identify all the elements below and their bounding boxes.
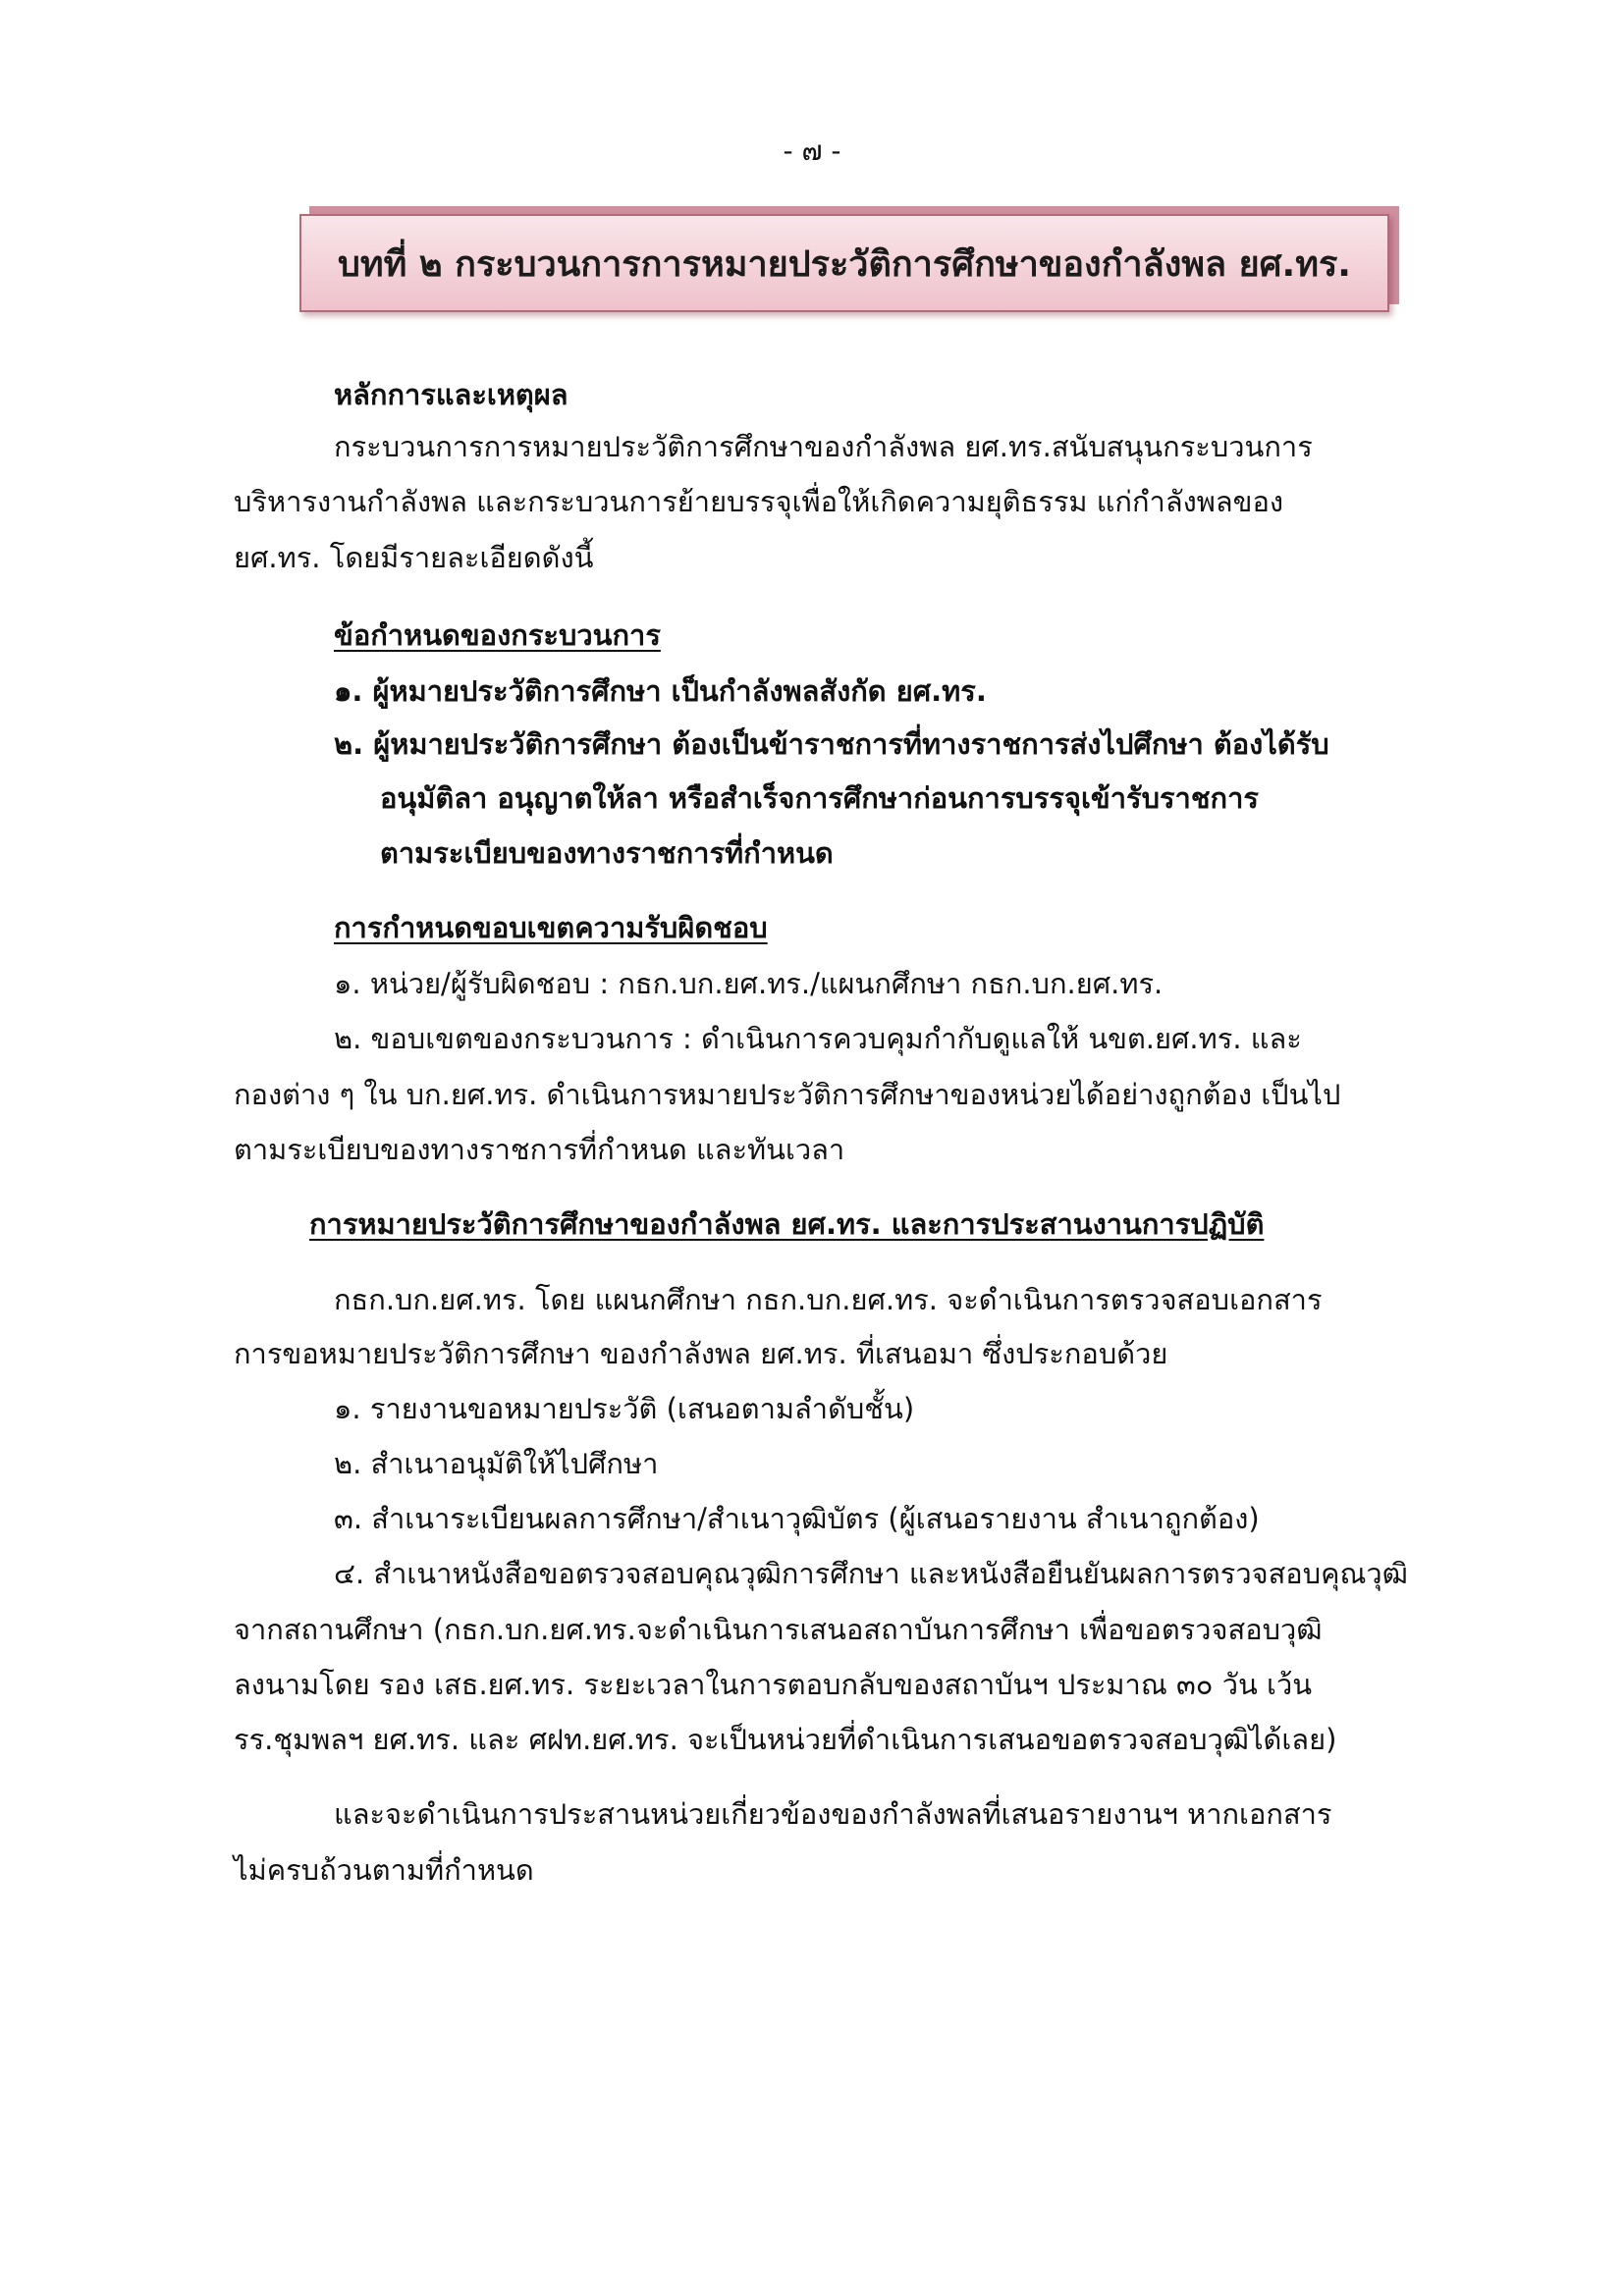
process-item-1: ๑. รายงานขอหมายประวัติ (เสนอตามลำดับชั้น) [334,1392,915,1425]
process-item-4-line-3: ลงนามโดย รอง เสธ.ยศ.ทร. ระยะเวลาในการตอบกลับของสถาบันฯ ประมาณ ๓๐ วัน เว้น [234,1668,1313,1701]
principles-line-1: กระบวนการการหมายประวัติการศึกษาของกำลังพล ยศ.ทร.สนับสนุนกระบวนการ [334,430,1313,463]
scope-item-2-line-3: ตามระเบียบของทางราชการที่กำหนด และทันเวลา [234,1133,845,1166]
title-banner-face [299,214,1389,312]
page-number: - ๗ - [783,134,841,167]
requirements-item-1: ๑. ผู้หมายประวัติการศึกษา เป็นกำลังพลสังกัด ยศ.ทร. [334,674,987,708]
requirements-item-2-line-3: ตามระเบียบของทางราชการที่กำหนด [380,836,834,870]
process-item-4-line-4: รร.ชุมพลฯ ยศ.ทร. และ ศฝท.ยศ.ทร. จะเป็นหน่วยที่ดำเนินการเสนอขอตรวจสอบวุฒิได้เลย) [234,1723,1337,1756]
process-item-2: ๒. สำเนาอนุมัติให้ไปศึกษา [334,1447,659,1480]
process-item-4-line-2: จากสถานศึกษา (กธก.บก.ยศ.ทร.จะดำเนินการเสนอสถาบันการศึกษา เพื่อขอตรวจสอบวุฒิ [234,1613,1323,1646]
scope-item-2-line-1: ๒. ขอบเขตของกระบวนการ : ดำเนินการควบคุมกำกับดูแลให้ นขต.ยศ.ทร. และ [334,1022,1302,1055]
scope-heading: การกำหนดขอบเขตความรับผิดชอบ [334,911,768,944]
chapter-title: บทที่ ๒ กระบวนการการหมายประวัติการศึกษาของกำลังพล ยศ.ทร. [338,243,1351,285]
process-item-3: ๓. สำเนาระเบียนผลการศึกษา/สำเนาวุฒิบัตร (ผู้เสนอรายงาน สำเนาถูกต้อง) [334,1502,1260,1535]
scope-item-1: ๑. หน่วย/ผู้รับผิดชอบ : กธก.บก.ยศ.ทร./แผนกศึกษา กธก.บก.ยศ.ทร. [334,967,1164,1000]
process-closing-line-2: ไม่ครบถ้วนตามที่กำหนด [234,1853,534,1887]
principles-line-2: บริหารงานกำลังพล และกระบวนการย้ายบรรจุเพื่อให้เกิดความยุติธรรม แก่กำลังพลของ [234,485,1284,518]
process-intro-line-2: การขอหมายประวัติการศึกษา ของกำลังพล ยศ.ทร. ที่เสนอมา ซึ่งประกอบด้วย [234,1337,1168,1370]
requirements-item-2-line-1: ๒. ผู้หมายประวัติการศึกษา ต้องเป็นข้าราชการที่ทางราชการส่งไปศึกษา ต้องได้รับ [334,727,1329,761]
principles-line-3: ยศ.ทร. โดยมีรายละเอียดดังนี้ [234,541,594,574]
requirements-item-2-line-2: อนุมัติลา อนุญาตให้ลา หรือสำเร็จการศึกษาก่อนการบรรจุเข้ารับราชการ [380,781,1259,815]
process-intro-line-1: กธก.บก.ยศ.ทร. โดย แผนกศึกษา กธก.บก.ยศ.ทร. จะดำเนินการตรวจสอบเอกสาร [334,1283,1323,1316]
process-closing-line-1: และจะดำเนินการประสานหน่วยเกี่ยวข้องของกำลังพลที่เสนอรายงานฯ หากเอกสาร [334,1797,1332,1831]
chapter-title-banner [299,214,1389,312]
process-heading: การหมายประวัติการศึกษาของกำลังพล ยศ.ทร. และการประสานงานการปฏิบัติ [309,1207,1265,1241]
requirements-heading: ข้อกำหนดของกระบวนการ [334,618,661,652]
principles-heading: หลักการและเหตุผล [334,378,568,411]
process-item-4-line-1: ๔. สำเนาหนังสือขอตรวจสอบคุณวุฒิการศึกษา และหนังสือยืนยันผลการตรวจสอบคุณวุฒิ [334,1557,1408,1590]
scope-item-2-line-2: กองต่าง ๆ ใน บก.ยศ.ทร. ดำเนินการหมายประวัติการศึกษาของหน่วยได้อย่างถูกต้อง เป็นไป [234,1078,1341,1111]
